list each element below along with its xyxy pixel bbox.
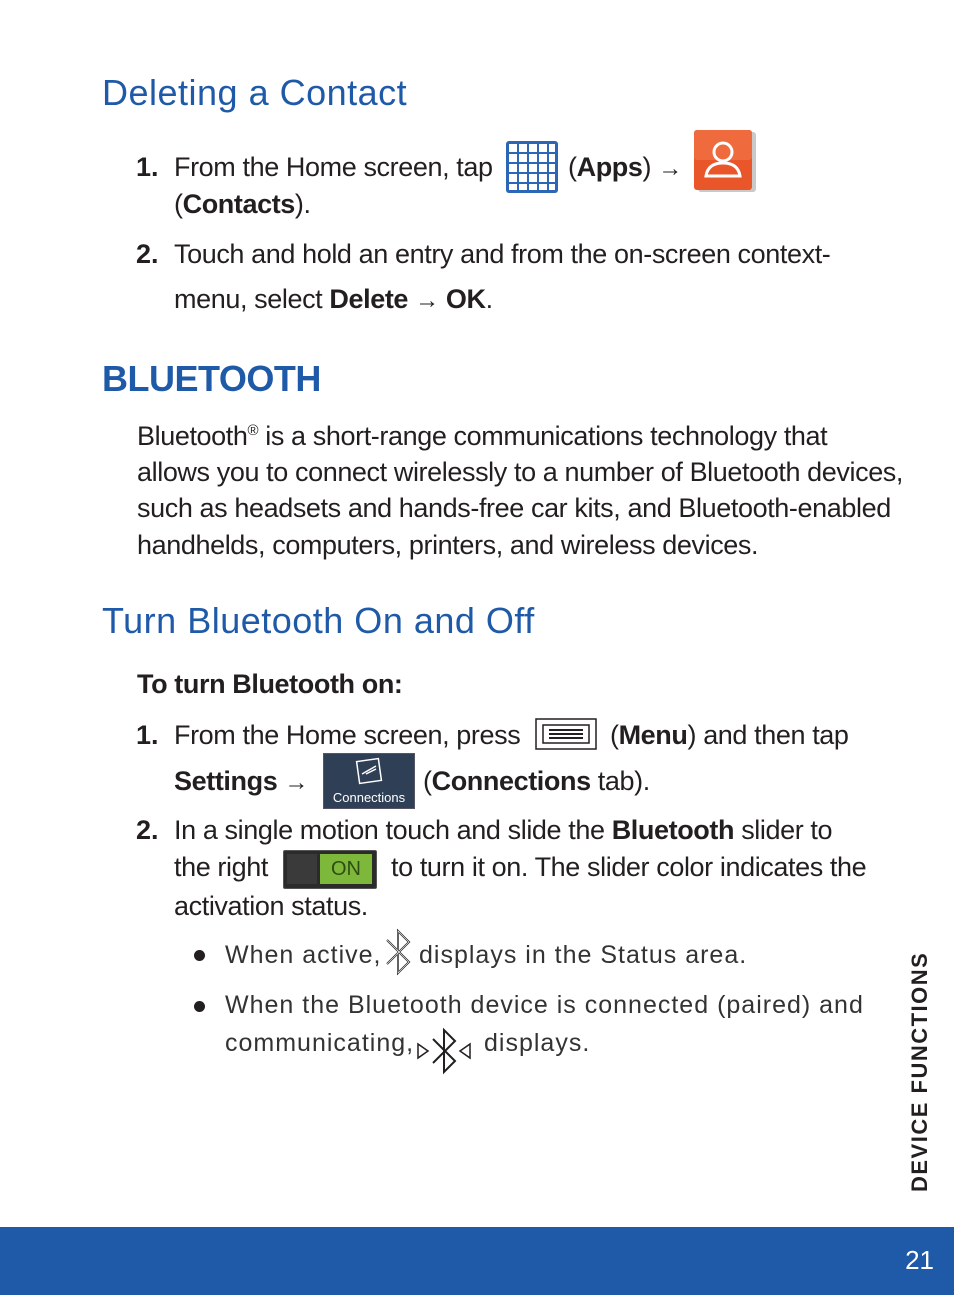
apps-grid-icon: [506, 141, 558, 198]
bluetooth-connected-icon: [414, 1024, 474, 1083]
bluetooth-toggle-switch: [283, 850, 377, 889]
settings-label: Settings →: [174, 766, 309, 796]
step-text: In a single motion touch and slide the Bluetooth slider to: [174, 815, 833, 845]
section-side-label: DEVICE FUNCTIONS: [907, 951, 932, 1192]
paragraph-line: Bluetooth® is a short-range communications technology that: [137, 421, 828, 451]
step-number: 2.: [136, 815, 159, 845]
arrow-icon: →: [415, 287, 439, 314]
step-text: the right: [174, 852, 268, 882]
step-number: 2.: [136, 239, 159, 269]
paragraph-line: handhelds, computers, printers, and wireless devices.: [137, 530, 759, 560]
step-text: menu, select Delete → OK.: [174, 284, 493, 314]
step-text: From the Home screen, tap: [174, 152, 493, 182]
paragraph-line: such as headsets and hands-free car kits, and Bluetooth-enabled: [137, 493, 891, 523]
step-number: 1.: [136, 152, 159, 182]
bullet-text: When active,: [225, 941, 382, 969]
switch-on-label: ON: [320, 854, 372, 884]
heading-bluetooth: BLUETOOTH: [102, 358, 321, 399]
heading-turn-bluetooth-on-off: Turn Bluetooth On and Off: [102, 600, 535, 641]
menu-label: (Menu) and then tap: [610, 720, 849, 750]
apps-label: (Apps) →: [568, 152, 682, 182]
step-text: activation status.: [174, 891, 368, 921]
step-text: Touch and hold an entry and from the on-screen context-: [174, 239, 831, 269]
bullet-text: communicating,: [225, 1029, 415, 1057]
bluetooth-active-icon: [383, 926, 413, 983]
bullet-text: displays in the Status area.: [419, 941, 748, 969]
step-text: From the Home screen, press: [174, 720, 521, 750]
step-text: to turn it on. The slider color indicates the: [391, 852, 867, 882]
bullet-text: displays.: [484, 1029, 591, 1057]
heading-deleting-a-contact: Deleting a Contact: [102, 72, 408, 113]
step-number: 1.: [136, 720, 159, 750]
page-number: 21: [905, 1245, 934, 1275]
contacts-label: (Contacts).: [174, 189, 311, 219]
subheading: To turn Bluetooth on:: [137, 669, 403, 699]
arrow-icon: →: [284, 769, 309, 796]
paragraph-line: allows you to connect wirelessly to a number of Bluetooth devices,: [137, 457, 904, 487]
page-footer-bar: [0, 1227, 954, 1295]
bullet: [194, 1001, 205, 1012]
bullet-text: When the Bluetooth device is connected (paired) and: [225, 991, 864, 1019]
connections-label: (Connections tab).: [423, 766, 650, 796]
menu-key-icon: [535, 718, 597, 755]
bullet: [194, 950, 205, 961]
contacts-app-icon: [694, 130, 756, 197]
connections-tab-icon: [323, 753, 415, 809]
arrow-icon: →: [658, 155, 682, 182]
connections-icon-label: Connections: [332, 790, 406, 805]
